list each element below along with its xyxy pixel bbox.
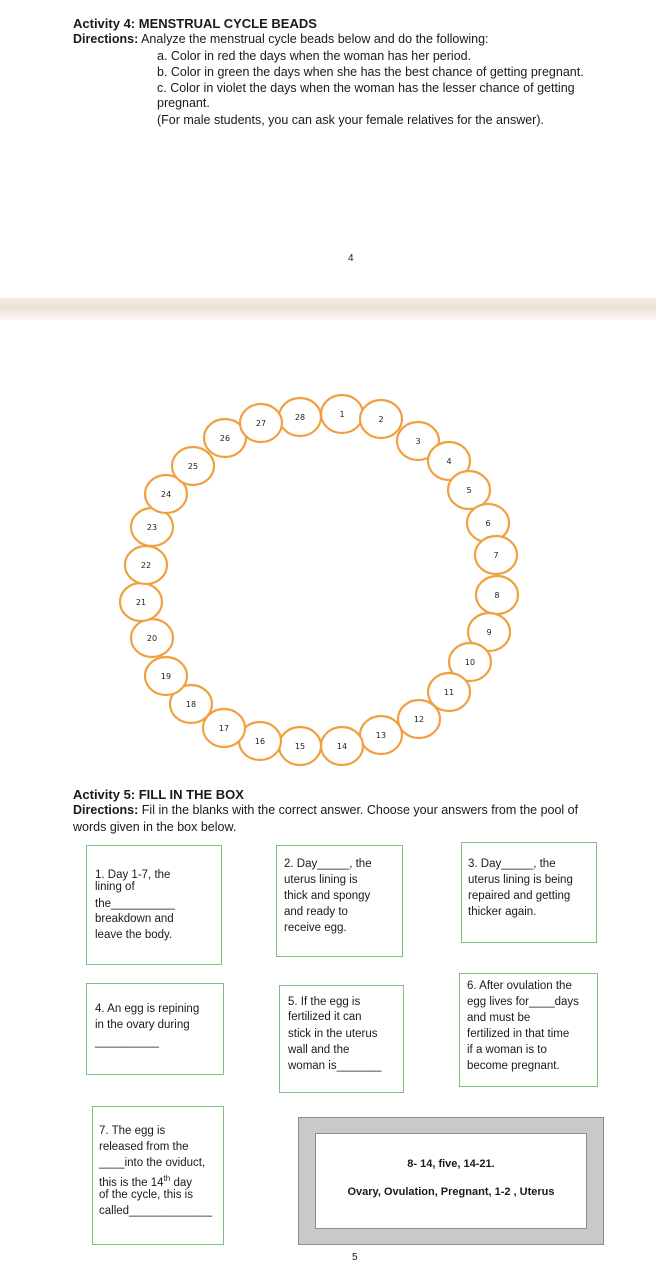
fill-box-6	[459, 973, 598, 1087]
bead-label: 11	[443, 688, 455, 697]
instruction-b: b. Color in green the days when she has the best chance of getting pregnant.	[157, 65, 584, 79]
bead-label: 8	[494, 591, 500, 600]
bead-label: 22	[140, 561, 152, 570]
activity5-directions	[73, 803, 578, 818]
bead-label: 12	[413, 715, 425, 724]
bead-label: 25	[187, 462, 199, 471]
box3-line: 3. Day_____, the	[468, 858, 556, 870]
box2-line: thick and spongy	[284, 890, 371, 902]
box4-line: 4. An egg is repining	[95, 1003, 200, 1015]
bead-label: 2	[378, 415, 384, 424]
bead-label: 17	[218, 724, 230, 733]
box3-line: repaired and getting	[468, 890, 571, 902]
instruction-c-cont: pregnant.	[157, 96, 210, 110]
box7-text: this is the 14	[99, 1176, 164, 1189]
bead-label: 1	[339, 410, 345, 419]
box5-line: wall and the	[288, 1044, 350, 1056]
box7-line-14th	[99, 1172, 192, 1190]
bead-label: 24	[160, 490, 172, 499]
fill-box-4	[86, 983, 224, 1075]
box6-line: egg lives for____days	[467, 996, 579, 1008]
fill-box-7	[92, 1106, 224, 1245]
bead-label: 6	[485, 519, 491, 528]
box7-superscript: th	[163, 1174, 171, 1183]
box3-line: uterus lining is being	[468, 874, 573, 886]
bead-label: 15	[294, 742, 306, 751]
fill-box-2	[276, 845, 403, 957]
bead-label: 10	[464, 658, 476, 667]
box6-line: and must be	[467, 1012, 531, 1024]
page-number-5: 5	[352, 1252, 358, 1263]
box6-line: 6. After ovulation the	[467, 980, 572, 992]
box6-line: if a woman is to	[467, 1044, 547, 1056]
activity5-title: Activity 5: FILL IN THE BOX	[73, 787, 244, 802]
word-pool-inner	[315, 1133, 587, 1229]
bead-label: 23	[146, 523, 158, 532]
box7-line: 7. The egg is	[99, 1125, 166, 1137]
directions-label-5: Directions:	[73, 803, 139, 817]
box1-line: the__________	[95, 898, 175, 910]
fill-box-3	[461, 842, 597, 943]
bead-label: 20	[146, 634, 158, 643]
box6-line: fertilized in that time	[467, 1028, 570, 1040]
bead-label: 27	[255, 419, 267, 428]
directions-label: Directions:	[73, 32, 139, 46]
box6-line: become pregnant.	[467, 1060, 560, 1072]
word-pool-frame	[298, 1117, 604, 1245]
box1-line: 1. Day 1-7, the	[95, 869, 171, 881]
bead-label: 16	[254, 737, 266, 746]
bead-label: 9	[486, 628, 492, 637]
bead-label: 14	[336, 742, 348, 751]
activity5-directions-cont: words given in the box below.	[73, 820, 237, 834]
box1-line: leave the body.	[95, 929, 173, 941]
box2-line: receive egg.	[284, 922, 347, 934]
activity4-title: Activity 4: MENSTRUAL CYCLE BEADS	[73, 16, 317, 31]
box1-line: breakdown and	[95, 913, 174, 925]
box2-line: and ready to	[284, 906, 348, 918]
fill-box-5	[279, 985, 404, 1093]
word-pool-line-2: Ovary, Ovulation, Pregnant, 1-2 , Uterus	[347, 1186, 555, 1198]
box7-line: ____into the oviduct,	[99, 1157, 206, 1169]
bead-label: 19	[160, 672, 172, 681]
instruction-a: a. Color in red the days when the woman has her period.	[157, 49, 472, 63]
bead-label: 28	[294, 413, 306, 422]
bead-label: 26	[219, 434, 231, 443]
instruction-c: c. Color in violet the days when the woman has the lesser chance of getting	[157, 81, 575, 95]
box4-line: __________	[95, 1036, 159, 1048]
instruction-note: (For male students, you can ask your female relatives for the answer).	[157, 113, 544, 127]
box5-line: fertilized it can	[288, 1011, 362, 1023]
box3-line: thicker again.	[468, 906, 537, 918]
box7-line: called_____________	[99, 1205, 213, 1217]
bead-label: 21	[135, 598, 147, 607]
box5-line: stick in the uterus	[288, 1028, 378, 1040]
bead-label: 7	[493, 551, 499, 560]
bead-label: 13	[375, 731, 387, 740]
directions-text-5: Fil in the blanks with the correct answer. Choose your answers from the pool of	[141, 803, 579, 817]
word-pool-line-1: 8- 14, five, 14-21.	[407, 1158, 495, 1170]
box1-line: lining of	[95, 881, 135, 893]
box5-line: 5. If the egg is	[288, 996, 361, 1008]
bead-label: 4	[446, 457, 452, 466]
box7-line: of the cycle, this is	[99, 1189, 193, 1201]
directions-text: Analyze the menstrual cycle beads below and do the following:	[141, 32, 489, 46]
fill-box-1	[86, 845, 222, 965]
bead-label: 18	[185, 700, 197, 709]
box7-text: day	[170, 1176, 192, 1189]
box2-line: 2. Day_____, the	[284, 858, 372, 870]
page-number-4: 4	[348, 253, 354, 264]
box4-line: in the ovary during	[95, 1019, 190, 1031]
box7-line: released from the	[99, 1141, 189, 1153]
box5-line: woman is_______	[288, 1060, 382, 1072]
bead-label: 5	[466, 486, 472, 495]
bead-label: 3	[415, 437, 421, 446]
box2-line: uterus lining is	[284, 874, 358, 886]
